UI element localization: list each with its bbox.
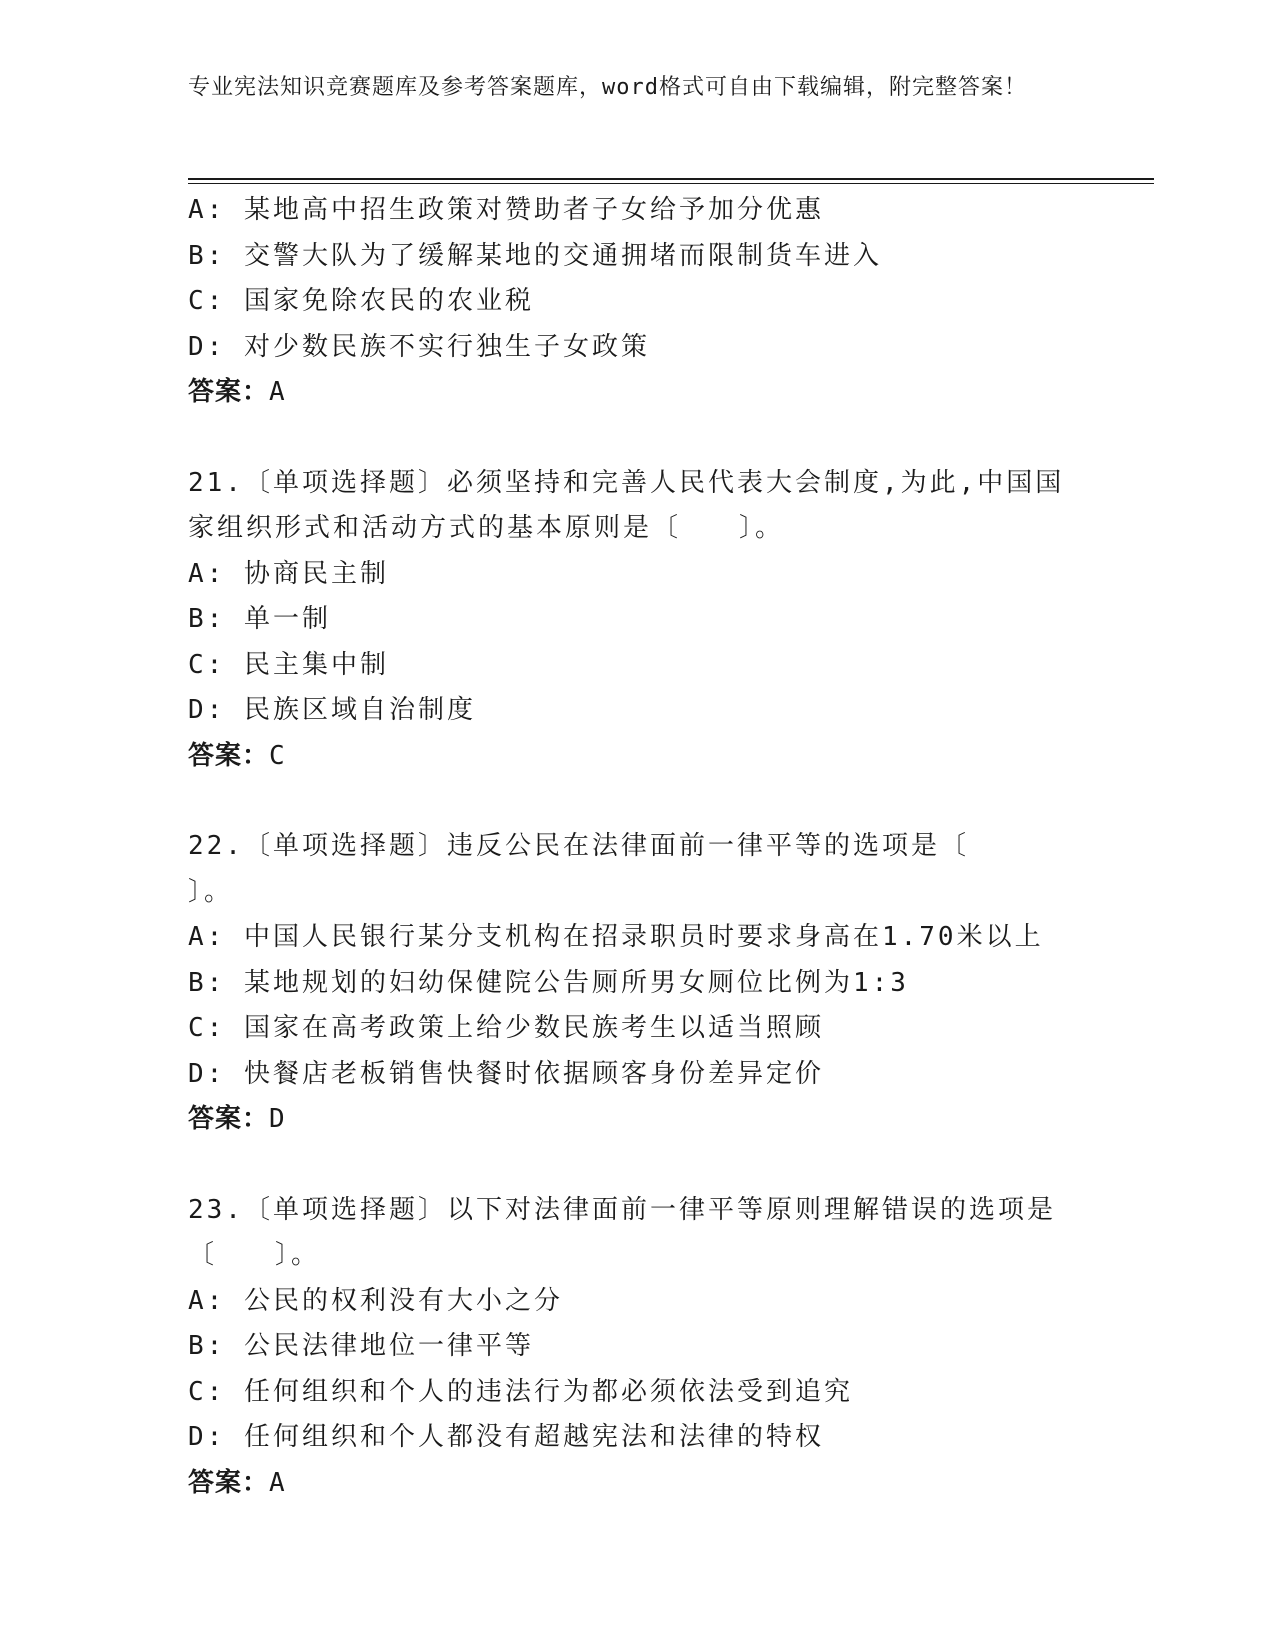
answer-value: A — [269, 377, 286, 407]
answer-line — [188, 734, 1088, 780]
question-stem: 22.〔单项选择题〕违反公民在法律面前一律平等的选项是〔 〕。 — [188, 831, 1027, 907]
answer-label: 答案： — [188, 1104, 270, 1134]
spacer — [188, 416, 1088, 461]
option-c: C: 国家免除农民的农业税 — [188, 286, 534, 316]
option-d: D: 民族区域自治制度 — [188, 695, 476, 725]
header-rule-thin — [188, 183, 1154, 184]
question-stem: 23.〔单项选择题〕以下对法律面前一律平等原则理解错误的选项是〔 〕。 — [188, 1194, 1056, 1270]
question-stem: 21.〔单项选择题〕必须坚持和完善人民代表大会制度,为此,中国国家组织形式和活动方式的基本原则是〔 〕。 — [188, 467, 1065, 543]
answer-label: 答案： — [188, 377, 270, 407]
answer-value: A — [269, 1467, 286, 1498]
question-list — [188, 188, 1088, 1506]
answer-label: 答案： — [188, 1467, 270, 1498]
option-d: D: 任何组织和个人都没有超越宪法和法律的特权 — [188, 1422, 824, 1452]
option-c: C: 任何组织和个人的违法行为都必须依法受到追究 — [188, 1376, 853, 1407]
question-22 — [188, 824, 1088, 1143]
option-c: C: 民主集中制 — [188, 649, 389, 680]
option-b: B: 单一制 — [188, 604, 331, 634]
answer-value: D — [269, 1104, 286, 1134]
option-a: A: 某地高中招生政策对赞助者子女给予加分优惠 — [188, 195, 824, 225]
answer-line — [188, 370, 1088, 416]
option-c: C: 国家在高考政策上给少数民族考生以适当照顾 — [188, 1013, 824, 1043]
option-b: B: 某地规划的妇幼保健院公告厕所男女厕位比例为1:3 — [188, 967, 909, 998]
option-d: D: 快餐店老板销售快餐时依据顾客身份差异定价 — [188, 1058, 824, 1089]
option-a: A: 公民的权利没有大小之分 — [188, 1285, 563, 1316]
option-a: A: 中国人民银行某分支机构在招录职员时要求身高在1.70米以上 — [188, 922, 1044, 952]
spacer — [188, 779, 1088, 824]
answer-line — [188, 1461, 1088, 1507]
answer-value: C — [269, 740, 286, 771]
document-header: 专业宪法知识竞赛题库及参考答案题库，word格式可自由下载编辑，附完整答案！ — [188, 75, 1027, 100]
option-a: A: 协商民主制 — [188, 558, 389, 589]
answer-line — [188, 1097, 1088, 1143]
option-d: D: 对少数民族不实行独生子女政策 — [188, 331, 650, 362]
answer-label: 答案： — [188, 740, 270, 771]
question-21 — [188, 461, 1088, 780]
question-20-tail — [188, 188, 1088, 416]
question-23 — [188, 1188, 1088, 1507]
option-b: B: 公民法律地位一律平等 — [188, 1331, 534, 1361]
header-rule-thick — [188, 178, 1154, 180]
option-b: B: 交警大队为了缓解某地的交通拥堵而限制货车进入 — [188, 240, 882, 271]
spacer — [188, 1143, 1088, 1188]
